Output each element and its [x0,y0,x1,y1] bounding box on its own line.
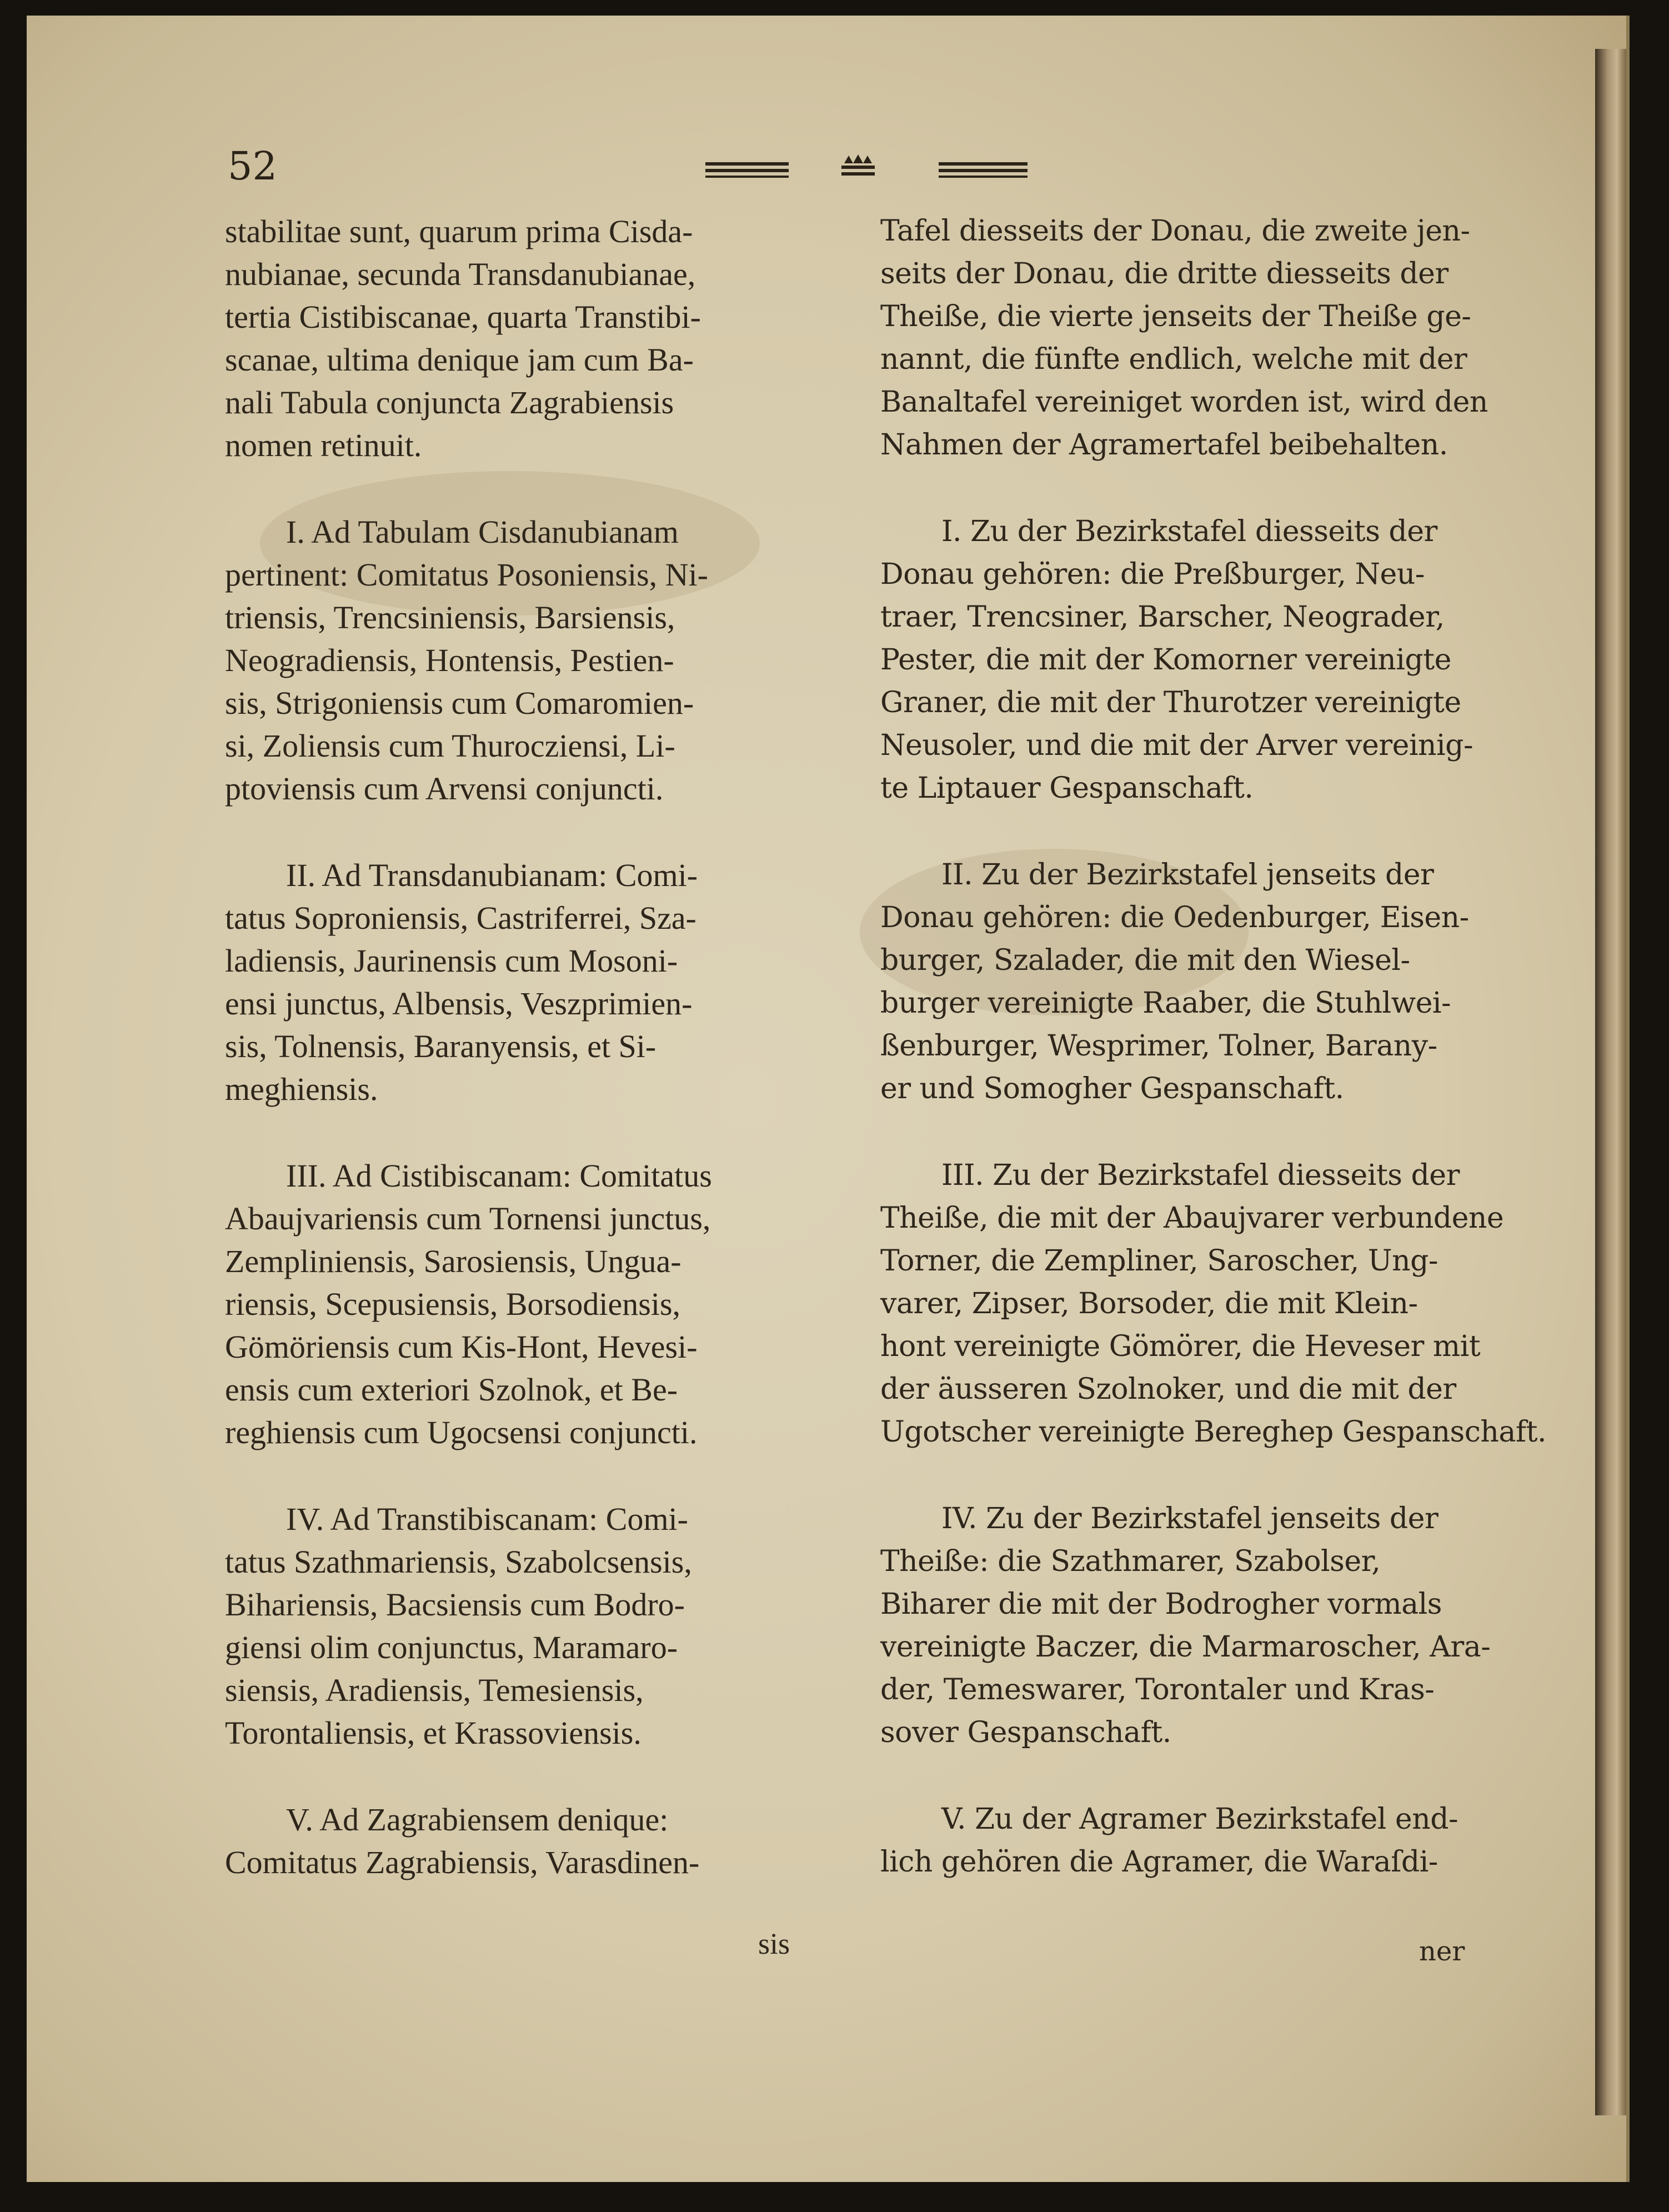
text-line: Biharer die mit der Bodrogher vormals [880,1588,1442,1621]
text-line: ensi junctus, Albensis, Veszprimien- [225,985,693,1022]
text-line: ladiensis, Jaurinensis cum Mosoni- [225,943,678,979]
header-ornament-icon [705,152,1028,186]
text-line: ptoviensis cum Arvensi conjuncti. [225,770,664,807]
text-line: lich gehören die Agramer, die Waraſdi- [880,1845,1438,1879]
page-number: 52 [228,143,278,189]
text-line: I. Zu der Bezirkstafel diesseits der [941,515,1437,548]
latin-paragraph-III [225,1154,844,1454]
text-line: si, Zoliensis cum Thurocziensi, Li- [225,728,675,764]
text-line: Neogradiensis, Hontensis, Pestien- [225,642,674,678]
text-line: nannt, die fünfte endlich, welche mit der [880,343,1467,376]
text-line: der äusseren Szolnoker, und die mit der [880,1373,1456,1406]
text-line: Gömöriensis cum Kis-Hont, Hevesi- [225,1329,698,1365]
text-line: tertia Cistibiscanae, quarta Transtibi- [225,299,701,335]
text-line: tatus Szathmariensis, Szabolcsensis, [225,1544,692,1580]
latin-paragraph-intro [225,210,844,467]
latin-paragraph-V [225,1798,844,1884]
text-line: Ugotscher vereinigte Bereghер Gespanschaft. [880,1415,1547,1449]
page-edge [1595,49,1626,2115]
text-line: Theiße, die vierte jenseits der Theiße ge- [880,300,1471,333]
text-line: triensis, Trencsiniensis, Barsiensis, [225,599,675,635]
latin-column [225,210,844,1928]
latin-paragraph-II [225,854,844,1110]
text-line: Comitatus Zagrabiensis, Varasdinen- [225,1844,700,1880]
german-column [880,210,1547,1928]
text-line: Torontaliensis, et Krassoviensis. [225,1715,641,1751]
text-line: Donau gehören: die Preßburger, Neu- [880,558,1425,591]
text-line: varer, Zipser, Borsoder, die mit Klein- [880,1287,1418,1320]
text-line: III. Ad Cistibiscanam: Comitatus [286,1158,712,1194]
text-line: te Liptauer Gespanschaft. [880,772,1254,805]
text-line: sover Gespanschaft. [880,1716,1171,1749]
text-line: seits der Donau, die dritte diesseits der [880,257,1449,291]
text-line: Bihariensis, Bacsiensis cum Bodro- [225,1587,685,1623]
text-line: Zempliniensis, Sarosiensis, Ungua- [225,1243,681,1279]
text-line: traer, Trencsiner, Barscher, Neograder, [880,600,1445,634]
text-line: er und Somogher Gespanschaft. [880,1072,1344,1105]
text-line: burger vereinigte Raaber, die Stuhlwei- [880,987,1451,1020]
text-line: I. Ad Tabulam Cisdanubianam [286,514,679,550]
text-line: Graner, die mit der Thurotzer vereinigte [880,686,1461,719]
text-line: Neusoler, und die mit der Arver vereinig- [880,729,1473,762]
german-paragraph-I [880,511,1513,810]
latin-paragraph-I [225,511,844,810]
text-line: Abaujvariensis cum Tornensi junctus, [225,1200,711,1237]
german-paragraph-II [880,854,1513,1110]
german-catchword: ner [1419,1936,1465,1967]
text-line: II. Zu der Bezirkstafel jenseits der [941,858,1434,892]
text-line: Torner, die Zempliner, Saroscher, Ung- [880,1244,1438,1278]
text-line: burger, Szalader, die mit den Wiesel- [880,944,1410,977]
text-line: tatus Soproniensis, Castriferrei, Sza- [225,900,696,936]
latin-paragraph-IV [225,1498,844,1754]
german-paragraph-III [880,1154,1547,1454]
text-line: sis, Tolnensis, Baranyensis, et Si- [225,1028,656,1064]
text-line: der, Temeswarer, Torontaler und Kras- [880,1673,1435,1706]
text-line: meghiensis. [225,1071,378,1107]
text-line: vereinigte Baczer, die Marmaroscher, Ara- [880,1630,1491,1664]
german-paragraph-intro [880,210,1513,467]
text-line: stabilitae sunt, quarum prima Cisda- [225,213,693,249]
text-line: Nahmen der Agramertafel beibehalten. [880,428,1448,462]
text-line: Pester, die mit der Komorner vereinigte [880,643,1451,677]
text-line: IV. Zu der Bezirkstafel jenseits der [941,1502,1439,1535]
latin-catchword: sis [758,1927,790,1960]
text-line: Theiße: die Szathmarer, Szabolser, [880,1545,1381,1578]
text-line: nali Tabula conjuncta Zagrabiensis [225,384,674,421]
text-line: III. Zu der Bezirkstafel diesseits der [941,1159,1460,1192]
text-line: V. Ad Zagrabiensem denique: [286,1801,669,1838]
german-paragraph-IV [880,1498,1513,1754]
text-line: nubianae, secunda Transdanubianae, [225,256,696,292]
text-line: sis, Strigoniensis cum Comaromien- [225,685,694,721]
text-line: Banaltafel vereiniget worden ist, wird den [880,386,1488,419]
text-line: nomen retinuit. [225,427,422,463]
text-line: giensi olim conjunctus, Maramaro- [225,1629,678,1665]
text-line: riensis, Scepusiensis, Borsodiensis, [225,1286,681,1322]
text-line: Donau gehören: die Oedenburger, Eisen- [880,901,1469,934]
text-line: Theiße, die mit der Abaujvarer verbundene [880,1202,1504,1235]
text-line: pertinent: Comitatus Posoniensis, Ni- [225,557,708,593]
text-line: ensis cum exteriori Szolnok, et Be- [225,1372,678,1408]
text-line: ßenburger, Wesprimer, Tolner, Barany- [880,1029,1437,1063]
text-line: II. Ad Transdanubianam: Comi- [286,857,698,893]
text-line: scanae, ultima denique jam cum Ba- [225,342,694,378]
german-paragraph-V [880,1798,1513,1884]
text-line: V. Zu der Agramer Bezirkstafel end- [941,1803,1459,1836]
text-line: siensis, Aradiensis, Temesiensis, [225,1672,644,1708]
text-line: Tafel diesseits der Donau, die zweite jen- [880,214,1470,248]
text-line: hont vereinigte Gömörer, die Heveser mit [880,1330,1481,1363]
text-line: IV. Ad Transtibiscanam: Comi- [286,1501,688,1537]
text-line: reghiensis cum Ugocsensi conjuncti. [225,1414,698,1450]
